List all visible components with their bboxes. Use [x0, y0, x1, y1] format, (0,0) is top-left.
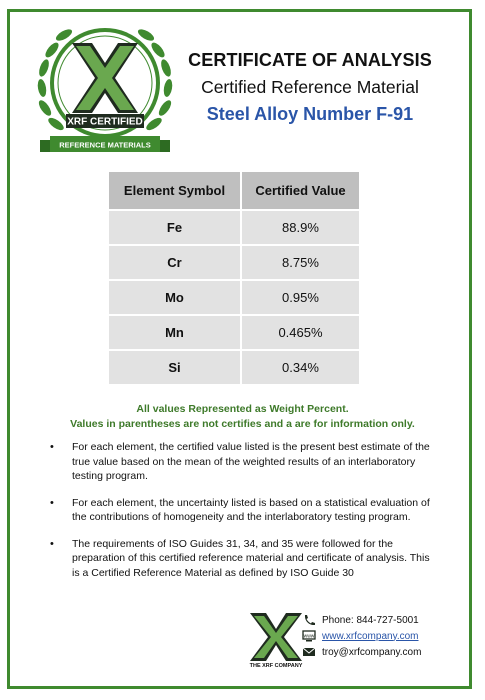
- note-line-1: All values Represented as Weight Percent.: [136, 403, 349, 415]
- table-header-row: [109, 172, 359, 210]
- table-row: [109, 280, 359, 315]
- contact-block: [302, 612, 452, 660]
- email-address[interactable]: troy@xrfcompany.com: [322, 646, 422, 658]
- phone-row: [302, 612, 452, 628]
- xrf-certified-seal-logo: [30, 18, 180, 158]
- column-header-certified-value: Certified Value: [241, 172, 359, 210]
- svg-text:www: www: [303, 633, 315, 640]
- note-line-2: Values in parentheses are not certifies and a are for information only.: [70, 418, 415, 430]
- weight-percent-note: [20, 402, 465, 432]
- table-row: [109, 315, 359, 350]
- certified-value-cell: 0.95%: [241, 280, 359, 315]
- website-link[interactable]: www.xrfcompany.com: [322, 630, 419, 642]
- website-row: [302, 628, 452, 644]
- element-symbol-cell: Si: [109, 350, 241, 384]
- element-symbol-cell: Fe: [109, 210, 241, 245]
- product-name: Steel Alloy Number F-91: [206, 104, 414, 124]
- certified-value-cell: 0.465%: [241, 315, 359, 350]
- list-item: • For each element, the certified value listed is the present best estimate of the true value based on the mean of the weighted results of an interlaboratory testing program.: [50, 440, 435, 484]
- certified-values-table: [109, 172, 359, 384]
- element-symbol-cell: Mo: [109, 280, 241, 315]
- seal-ribbon-text: REFERENCE MATERIALS: [59, 140, 151, 150]
- certificate-header: [185, 50, 435, 125]
- page-title: CERTIFICATE OF ANALYSIS: [188, 50, 432, 70]
- column-header-element-symbol: Element Symbol: [109, 172, 241, 210]
- seal-certified-text: XRF CERTIFIED: [67, 116, 143, 128]
- page-subtitle: Certified Reference Material: [201, 77, 419, 97]
- list-item: • For each element, the uncertainty listed is based on a statistical evaluation of the contributions of homogeneity and the interlaboratory testing program.: [50, 496, 435, 525]
- xrf-company-logo: [248, 611, 304, 663]
- company-name: THE XRF COMPANY: [249, 663, 303, 669]
- table-row: [109, 350, 359, 384]
- email-row: [302, 644, 452, 660]
- certified-value-cell: 8.75%: [241, 245, 359, 280]
- certification-notes-list: [50, 440, 435, 592]
- certified-value-cell: 88.9%: [241, 210, 359, 245]
- table-row: [109, 245, 359, 280]
- element-symbol-cell: Mn: [109, 315, 241, 350]
- phone-number: Phone: 844-727-5001: [322, 614, 419, 626]
- element-symbol-cell: Cr: [109, 245, 241, 280]
- list-item: • The requirements of ISO Guides 31, 34, and 35 were followed for the preparation of this certified reference material and certificate of analysis. This is a Certified Reference Material as defined by ISO Guide 30: [50, 537, 435, 581]
- table-row: [109, 210, 359, 245]
- web-icon: [302, 630, 316, 642]
- phone-icon: [302, 614, 316, 626]
- email-icon: [302, 646, 316, 658]
- certified-value-cell: 0.34%: [241, 350, 359, 384]
